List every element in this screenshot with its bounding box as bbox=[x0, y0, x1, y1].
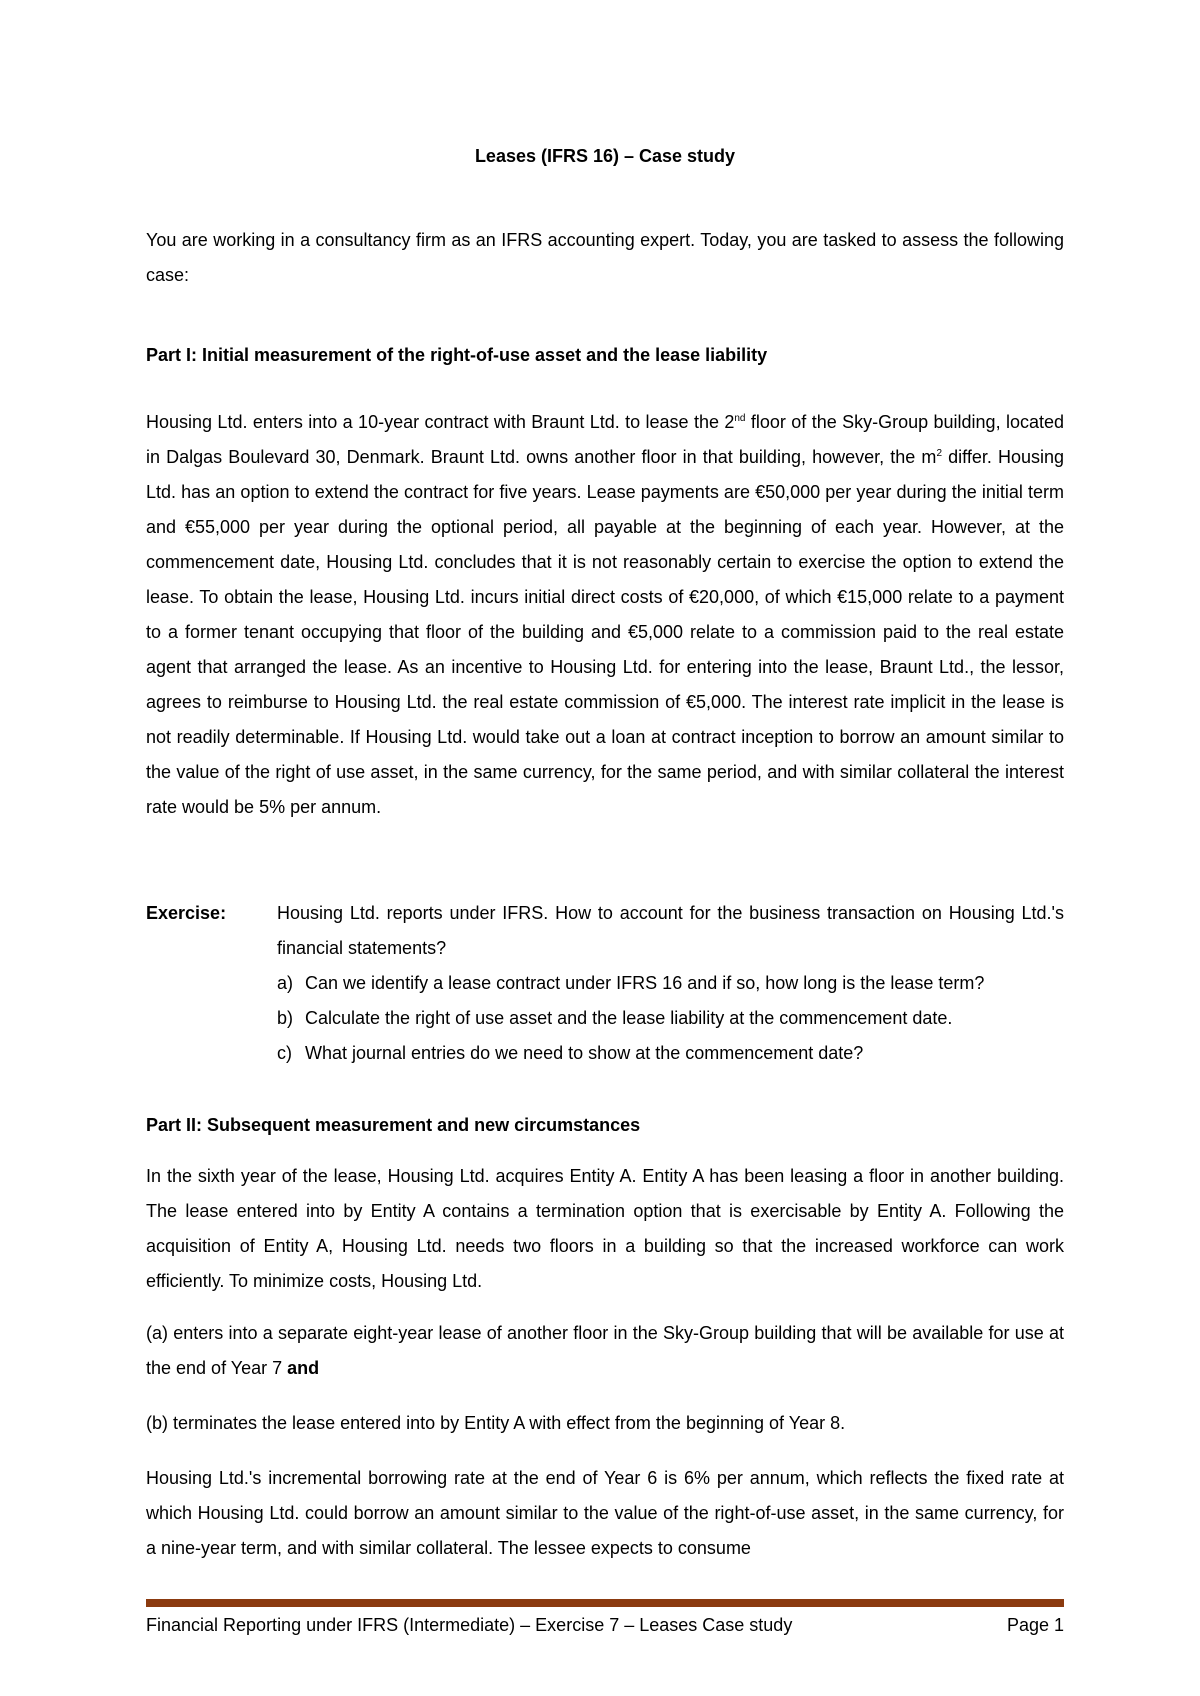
part2-heading: Part II: Subsequent measurement and new circumstances bbox=[146, 1115, 641, 1135]
exercise-label: Exercise: bbox=[146, 903, 227, 923]
exercise-item: c) What journal entries do we need to show at the commencement date? bbox=[277, 1043, 864, 1063]
page-title: Leases (IFRS 16) – Case study bbox=[474, 146, 736, 166]
exercise-item: b) Calculate the right of use asset and the lease liability at the commencement date. bbox=[277, 1008, 953, 1028]
page-footer bbox=[146, 1615, 1064, 1636]
footer-rule bbox=[146, 1599, 1064, 1607]
exercise-item: a) Can we identify a lease contract under IFRS 16 and if so, how long is the lease term? bbox=[277, 973, 985, 993]
exercise-text: Housing Ltd. reports under IFRS. How to account for the business transaction on Housing Ltd.'s financial statements? bbox=[277, 903, 1064, 958]
part2-paragraph-1: In the sixth year of the lease, Housing Ltd. acquires Entity A. Entity A has been leasing a floor in another building. The lease entered into by Entity A contains a termination option that is exercisable by Entity A. Following the acquisition of Entity A, Housing Ltd. needs two floors in a building so that the increased workforce can work efficiently. To minimize costs, Housing Ltd. bbox=[146, 1166, 1064, 1291]
footer-title: Financial Reporting under IFRS (Intermediate) – Exercise 7 – Leases Case study bbox=[146, 1615, 793, 1635]
part1-heading: Part I: Initial measurement of the right-of-use asset and the lease liability bbox=[146, 345, 768, 365]
part2-paragraph-2: (a) enters into a separate eight-year lease of another floor in the Sky-Group building that will be available for use at the end of Year 7 and bbox=[146, 1323, 1064, 1378]
page-number: Page 1 bbox=[1006, 1615, 1064, 1635]
part2-paragraph-4: Housing Ltd.'s incremental borrowing rate at the end of Year 6 is 6% per annum, which reflects the fixed rate at which Housing Ltd. could borrow an amount similar to the value of the right-of-use asset, in the same currency, for a nine-year term, and with similar collateral. The lessee expects to consume bbox=[146, 1468, 1064, 1558]
intro-paragraph: You are working in a consultancy firm as an IFRS accounting expert. Today, you are tasked to assess the following case: bbox=[146, 230, 1064, 285]
part1-paragraph: Housing Ltd. enters into a 10-year contract with Braunt Ltd. to lease the 2nd floor of the Sky-Group building, located in Dalgas Boulevard 30, Denmark. Braunt Ltd. owns another floor in that building, however, the $m^2$ differ. Housing Ltd. has an option to extend the contract for five years. Lease payments are €50,000 per year during the initial term and €55,000 per year during the optional period, all payable at the beginning of each year. However, at the commencement date, Housing Ltd. concludes that it is not reasonably certain to exercise the option to extend the lease. To obtain the lease, Housing Ltd. incurs initial direct costs of €20,000, of which €15,000 relate to a payment to a former tenant occupying that floor of the building and €5,000 relate to a commission paid to the real estate agent that arranged the lease. As an incentive to Housing Ltd. for entering into the lease, Braunt Ltd., the lessor, agrees to reimburse to Housing Ltd. the real estate commission of €5,000. The interest rate implicit in the lease is not readily determinable. If Housing Ltd. would take out a loan at contract inception to borrow an amount similar to the value of the right of use asset, in the same currency, for the same period, and with similar collateral the interest rate would be 5% per annum. bbox=[146, 412, 1065, 817]
part2-paragraph-3: (b) terminates the lease entered into by Entity A with effect from the beginning of Year 8. bbox=[146, 1413, 846, 1433]
